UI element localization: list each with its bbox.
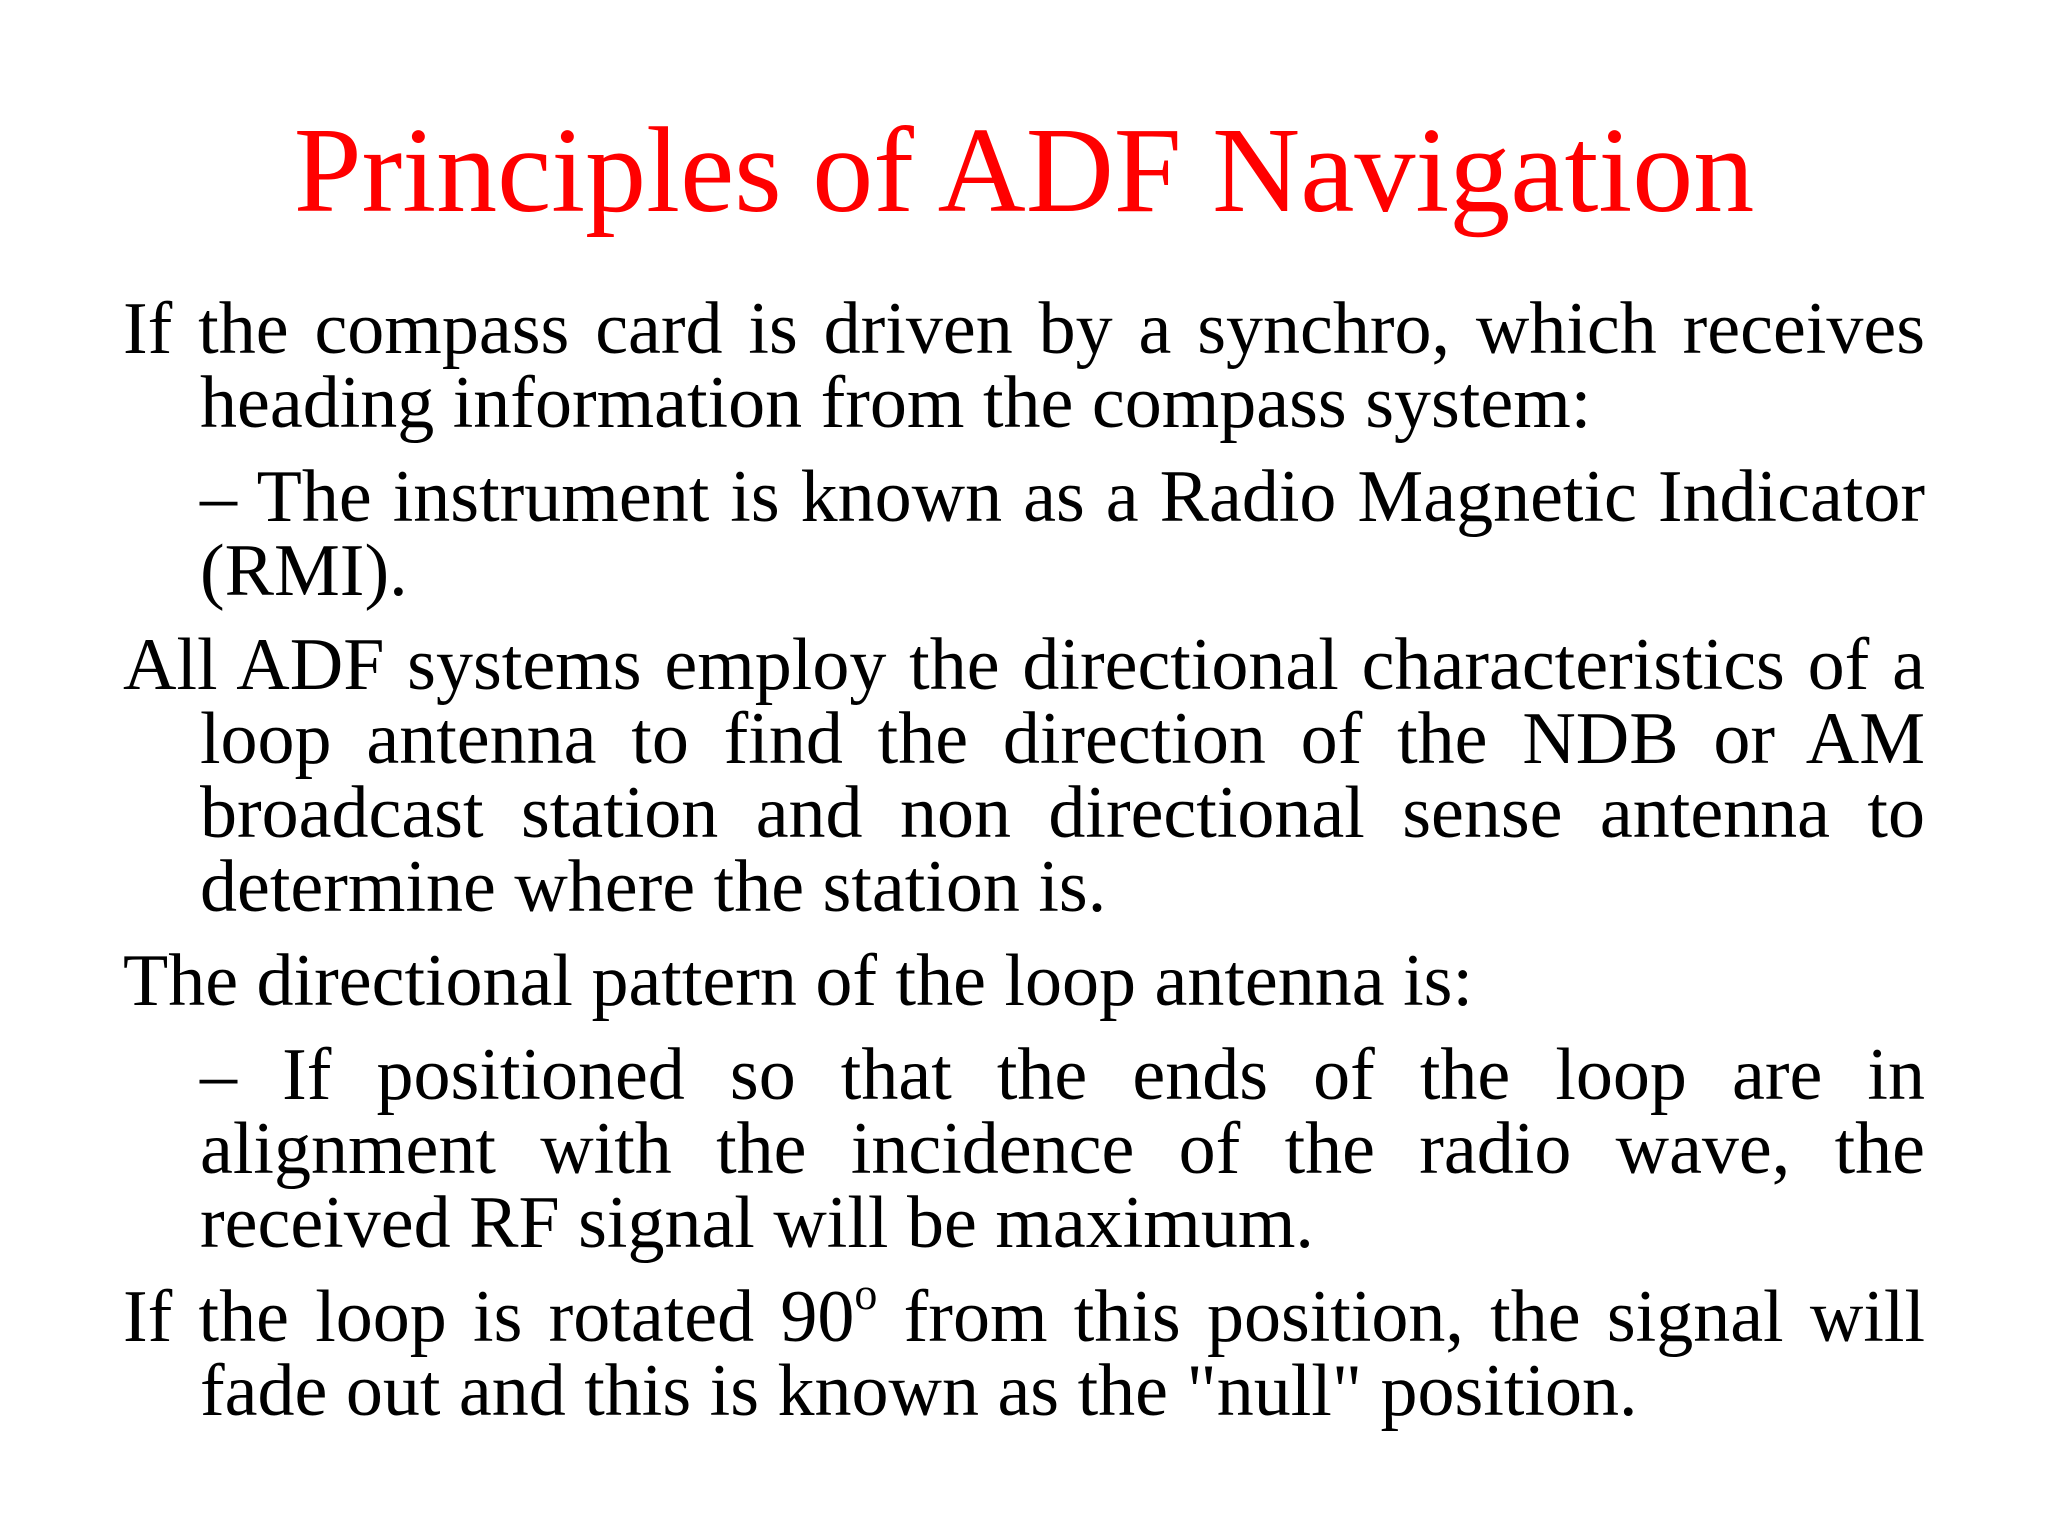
null-text-after: from this position, the signal will fade out and this is known as the "null" position.: [200, 1276, 1925, 1432]
bullet-point-directional-pattern: The directional pattern of the loop antenna is:: [123, 940, 1474, 1022]
bullet-point-null-position: [123, 1268, 1925, 1432]
degree-superscript: o: [854, 1268, 878, 1320]
sub-point-maximum-signal: – If positioned so that the ends of the loop are in alignment with the incidence of the radio wave, the received RF signal will be maximum.: [200, 1034, 1925, 1264]
slide-body: [123, 288, 1925, 1448]
null-text-before: If the loop is rotated 90: [123, 1276, 855, 1358]
bullet-point-adf-systems: All ADF systems employ the directional characteristics of a loop antenna to find the direction of the NDB or AM broadcast station and non directional sense antenna to determine where the station is.: [123, 624, 1925, 928]
bullet-point-compass-card: If the compass card is driven by a synchro, which receives heading information from the compass system:: [123, 288, 1925, 444]
sub-point-rmi: – The instrument is known as a Radio Magnetic Indicator (RMI).: [200, 456, 1925, 612]
slide-title: Principles of ADF Navigation: [293, 103, 1755, 238]
